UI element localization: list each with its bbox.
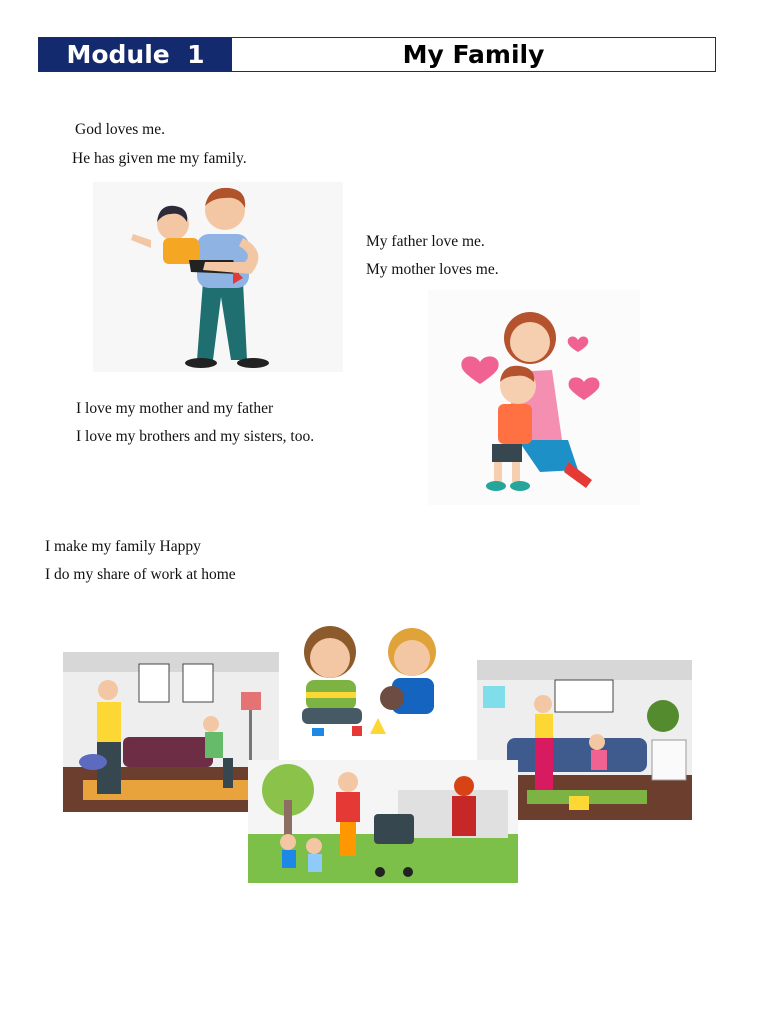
text-line-7: I make my family Happy (45, 538, 201, 555)
text-line-5: I love my mother and my father (76, 400, 274, 417)
family-barbecue-illustration (248, 760, 518, 883)
text-line-3: My father love me. (366, 233, 485, 250)
father-son-illustration (93, 182, 343, 372)
kids-playing-toys-illustration (292, 622, 462, 740)
mother-child-hug-illustration (428, 290, 640, 505)
text-line-4: My mother loves me. (366, 261, 499, 278)
text-line-6: I love my brothers and my sisters, too. (76, 428, 315, 445)
text-line-8: I do my share of work at home (45, 566, 236, 583)
text-line-1: God loves me. (75, 121, 165, 138)
father-child-cleaning-illustration (63, 652, 279, 812)
module-header (38, 37, 716, 72)
page-title: My Family (402, 40, 545, 69)
text-line-2: He has given me my family. (72, 150, 247, 167)
module-label: Module 1 (39, 38, 232, 71)
